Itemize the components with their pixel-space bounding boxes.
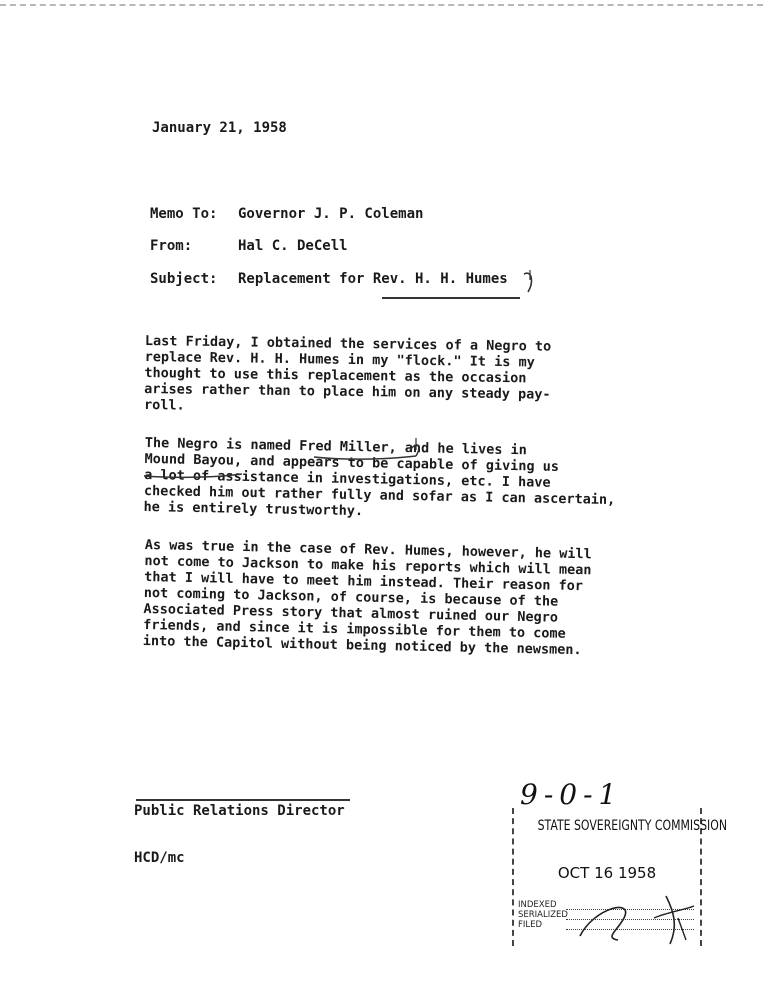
body-paragraph-3: As was true in the case of Rev. Humes, however, he will not come to Jackson to make his reports which will mean that I will have to meet him instead. Their reason for not coming to Jackson, of course, is because of the Associated Press story that almost ruined our Negro friends, and since it is impossible for them to come into the Capitol without being noticed by the newsmen.: [142, 537, 592, 659]
memo-subject-label: Subject:: [150, 271, 218, 287]
memo-to-value: Governor J. P. Coleman: [238, 206, 424, 222]
signature-title: Public Relations Director: [134, 803, 345, 819]
memo-subject-value: Replacement for Rev. H. H. Humes: [238, 271, 508, 287]
memo-to-label: Memo To:: [150, 206, 218, 222]
memo-subject-row: [150, 271, 508, 287]
stamp-indexed: INDEXED: [518, 900, 557, 910]
stamp-serialized: SERIALIZED: [518, 910, 568, 920]
subject-bracket-mark: [520, 268, 540, 298]
memo-from-label: From:: [150, 238, 193, 254]
body-paragraph-1: Last Friday, I obtained the services of a Negro to replace Rev. H. H. Humes in my "flock." It is my thought to use this replacement as the occasion arises rather than to place him on any steady pay- roll.: [143, 333, 552, 414]
memo-from-row: [150, 238, 348, 254]
typist-initials: HCD/mc: [134, 850, 185, 866]
memo-to-row: [150, 206, 423, 222]
place-underline-mark: [142, 462, 262, 482]
name-underline-marks: [312, 436, 452, 486]
stamp-file-number: 9-0-1: [520, 778, 623, 811]
stamp-title: STATE SOVEREIGNTY COMMISSION: [537, 818, 727, 834]
signature-line: [136, 799, 350, 801]
commission-stamp: [512, 808, 727, 946]
body-paragraph-2: The Negro is named Fred Miller, and he lives in Mound Bayou, and appears to be capable of giving us a lot of assistance in investigations, etc. I have checked him out rather fully and sofar as I can ascertain, he is entirely trustworthy.: [143, 435, 616, 520]
stamp-date: OCT 16 1958: [557, 864, 657, 882]
stamp-status-list: [518, 900, 568, 930]
stamp-initials-scribble: [574, 878, 699, 948]
subject-handwritten-underline: [382, 294, 520, 299]
memo-date: January 21, 1958: [152, 120, 287, 136]
stamp-filed: FILED: [518, 920, 543, 930]
memo-from-value: Hal C. DeCell: [238, 238, 348, 254]
